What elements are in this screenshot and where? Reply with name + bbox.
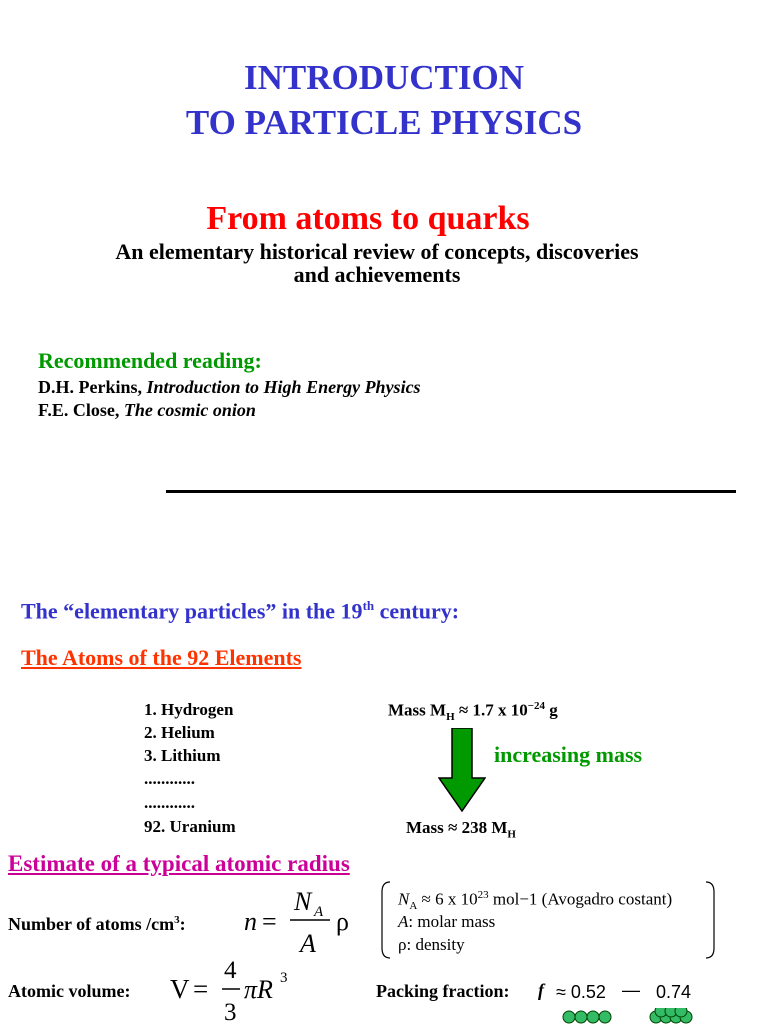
reference-2 (38, 400, 256, 421)
reference-2-title: The cosmic onion (123, 400, 256, 420)
formula-v-exp: 3 (280, 970, 288, 986)
label-text: : (179, 914, 186, 934)
packing-low: ≈ 0.52 (556, 982, 606, 1002)
formula-n-eq: = (262, 907, 277, 936)
description-line-1: An elementary historical review of concepts, discoveries (115, 239, 639, 264)
atoms-per-cm3-label (8, 914, 186, 935)
atomic-volume-label: Atomic volume: (8, 981, 131, 1001)
reference-1-author: D.H. Perkins, (38, 377, 147, 397)
molar-mass-note (398, 912, 495, 932)
formula-v-lhs: V (170, 974, 190, 1004)
formula-n-lhs: n (244, 907, 257, 936)
density-note (398, 935, 465, 955)
packing-dash: — (622, 980, 640, 1000)
formula-n-den: A (300, 929, 316, 958)
title-line-2: TO PARTICLE PHYSICS (185, 103, 583, 142)
element-item: 3. Lithium (144, 746, 221, 765)
recommended-reading-heading: Recommended reading: (38, 348, 262, 373)
label-text: Number of atoms /cm (8, 914, 175, 934)
atoms-heading: The Atoms of the 92 Elements (21, 645, 302, 670)
elementary-particles-heading (21, 598, 459, 624)
formula-n-rho: ρ (336, 907, 349, 936)
note-text: ≈ 6 x 10 (417, 889, 478, 909)
description-line-2: and achievements (293, 262, 461, 287)
formula-v-rest: πR (244, 975, 273, 1004)
element-item: 92. Uranium (144, 817, 236, 836)
mass-text: Mass ≈ 238 M (406, 818, 508, 837)
packing-high: 0.74 (656, 982, 692, 1002)
note-text: : density (406, 935, 465, 954)
element-item: 2. Helium (144, 723, 215, 742)
increasing-mass-label: increasing mass (494, 742, 643, 767)
horizontal-divider (166, 490, 736, 493)
mass-text: ≈ 1.7 x 10 (454, 700, 528, 720)
element-item: 1. Hydrogen (144, 700, 234, 719)
title-line-1: INTRODUCTION (243, 58, 525, 97)
note-text: : molar mass (408, 912, 496, 931)
formula-v-num: 4 (224, 957, 237, 984)
formula-n-num: N (294, 887, 312, 916)
element-item: ............ (144, 769, 195, 788)
mass-sub: H (446, 711, 455, 724)
note-var: A (398, 912, 409, 931)
formula-n-num-sub: A (314, 904, 324, 920)
note-var: ρ (398, 935, 407, 954)
mass-text: Mass M (388, 700, 447, 720)
packing-fraction-label: Packing fraction: (376, 981, 510, 1001)
reference-1 (38, 377, 421, 398)
heading-text: The “elementary particles” in the 19 (21, 598, 363, 624)
note-sub: A (409, 900, 418, 913)
atomic-volume-formula (170, 952, 304, 1024)
note-sup: 23 (477, 889, 489, 901)
heading-text-end: century: (374, 598, 460, 624)
subtitle: From atoms to quarks (206, 200, 530, 237)
heading-sup: th (362, 598, 375, 613)
avogadro-note (398, 889, 672, 912)
formula-v-eq: = (193, 974, 209, 1004)
number-density-formula (244, 882, 362, 960)
packing-var: f (538, 980, 544, 1000)
reference-2-author: F.E. Close, (38, 400, 124, 420)
label-sup: 3 (174, 914, 180, 926)
mass-sub: H (507, 828, 516, 841)
mass-sup: −24 (527, 700, 546, 712)
formula-v-den: 3 (224, 999, 237, 1024)
note-text: mol−1 (Avogadro costant) (488, 889, 673, 909)
note-var: N (398, 889, 410, 909)
reference-1-title: Introduction to High Energy Physics (146, 377, 421, 397)
element-item: ............ (144, 793, 195, 812)
atomic-radius-heading: Estimate of a typical atomic radius (8, 851, 350, 876)
uranium-mass (406, 818, 516, 840)
mass-text: g (545, 700, 558, 720)
down-arrow-icon (438, 728, 486, 812)
sphere-packing-icon (560, 1008, 700, 1024)
hydrogen-mass (388, 700, 558, 723)
